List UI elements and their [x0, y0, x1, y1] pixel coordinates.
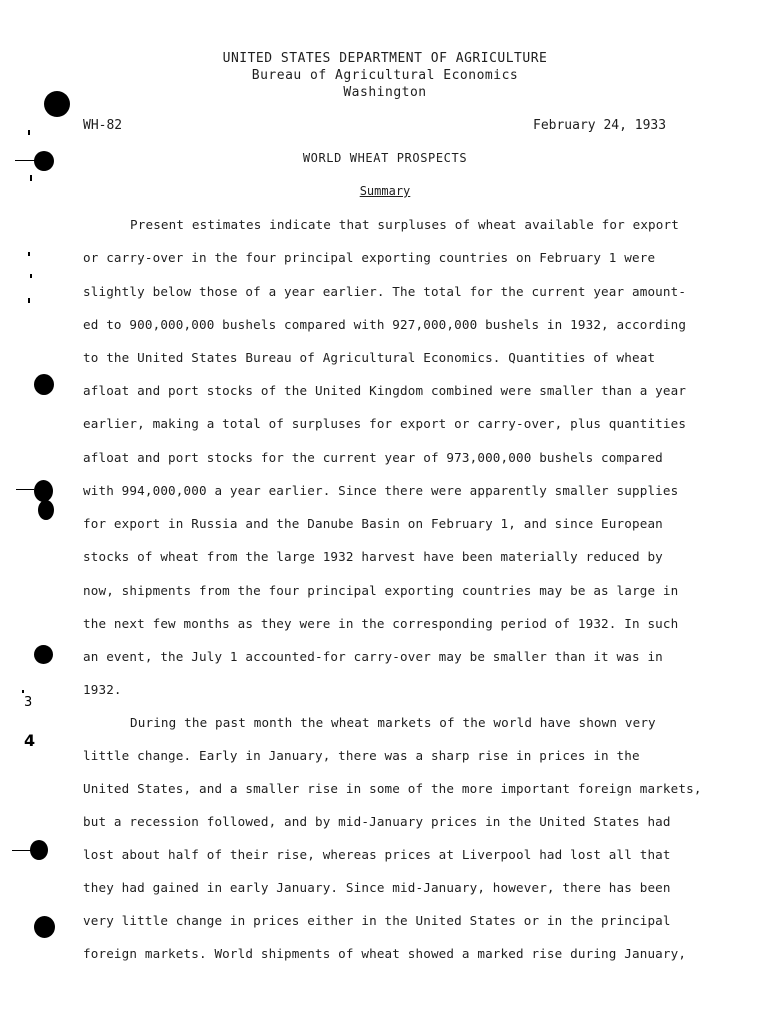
agency-heading: UNITED STATES DEPARTMENT OF AGRICULTURE	[222, 51, 548, 66]
paragraph-line: foreign markets. World shipments of wheat showed a marked rise during January,	[83, 946, 687, 961]
paragraph-line: for export in Russia and the Danube Basin on February 1, and since European	[83, 516, 663, 531]
scan-speck	[28, 130, 30, 135]
document-title: WORLD WHEAT PROSPECTS	[302, 151, 468, 165]
paragraph-line: Present estimates indicate that surpluses of wheat available for export	[130, 217, 679, 232]
paragraph-line: they had gained in early January. Since mid-January, however, there has been	[83, 880, 671, 895]
paragraph-line: slightly below those of a year earlier. The total for the current year amount-	[83, 284, 687, 299]
city-heading: Washington	[343, 85, 427, 100]
handwritten-mark: 4	[24, 731, 36, 750]
punch-hole-icon	[34, 916, 55, 938]
bureau-heading: Bureau of Agricultural Economics	[251, 68, 519, 83]
paragraph-line: United States, and a smaller rise in some of the more important foreign markets,	[83, 781, 702, 796]
scan-speck	[30, 274, 32, 278]
paragraph-line: an event, the July 1 accounted-for carry-over may be smaller than it was in	[83, 649, 663, 664]
paragraph-line: now, shipments from the four principal exporting countries may be as large in	[83, 583, 679, 598]
handwritten-mark: 3	[24, 695, 33, 710]
punch-hole-icon	[30, 840, 48, 860]
paragraph-line: the next few months as they were in the corresponding period of 1932. In such	[83, 616, 679, 631]
paragraph-line: afloat and port stocks for the current year of 973,000,000 bushels compared	[83, 450, 663, 465]
scan-speck	[22, 690, 24, 693]
document-date: February 24, 1933	[533, 118, 667, 133]
paragraph-line: earlier, making a total of surpluses for export or carry-over, plus quantities	[83, 416, 687, 431]
scan-mark	[15, 160, 35, 161]
paragraph-line: stocks of wheat from the large 1932 harvest have been materially reduced by	[83, 549, 663, 564]
punch-hole-icon	[38, 500, 54, 520]
paragraph-line: afloat and port stocks of the United Kingdom combined were smaller than a year	[83, 383, 687, 398]
paragraph-line: little change. Early in January, there was a sharp rise in prices in the	[83, 748, 640, 763]
section-heading: Summary	[359, 184, 411, 198]
punch-hole-icon	[34, 374, 54, 395]
punch-hole-icon	[34, 151, 54, 171]
paragraph-line: lost about half of their rise, whereas prices at Liverpool had lost all that	[83, 847, 671, 862]
punch-hole-icon	[44, 91, 70, 117]
paragraph-line: During the past month the wheat markets of the world have shown very	[130, 715, 656, 730]
paragraph-line: to the United States Bureau of Agricultural Economics. Quantities of wheat	[83, 350, 656, 365]
scan-mark	[12, 850, 32, 851]
paragraph-line: or carry-over in the four principal exporting countries on February 1 were	[83, 250, 656, 265]
paragraph-line: but a recession followed, and by mid-January prices in the United States had	[83, 814, 671, 829]
scan-speck	[28, 298, 30, 303]
punch-hole-icon	[34, 480, 53, 502]
scan-speck	[28, 252, 30, 256]
paragraph-line: very little change in prices either in the United States or in the principal	[83, 913, 671, 928]
punch-hole-icon	[34, 645, 53, 664]
paragraph-line: with 994,000,000 a year earlier. Since there were apparently smaller supplies	[83, 483, 679, 498]
paragraph-line: ed to 900,000,000 bushels compared with 927,000,000 bushels in 1932, according	[83, 317, 687, 332]
scan-speck	[30, 175, 32, 181]
paragraph-line: 1932.	[83, 682, 122, 697]
scan-mark	[16, 489, 34, 490]
document-id: WH-82	[83, 118, 123, 133]
